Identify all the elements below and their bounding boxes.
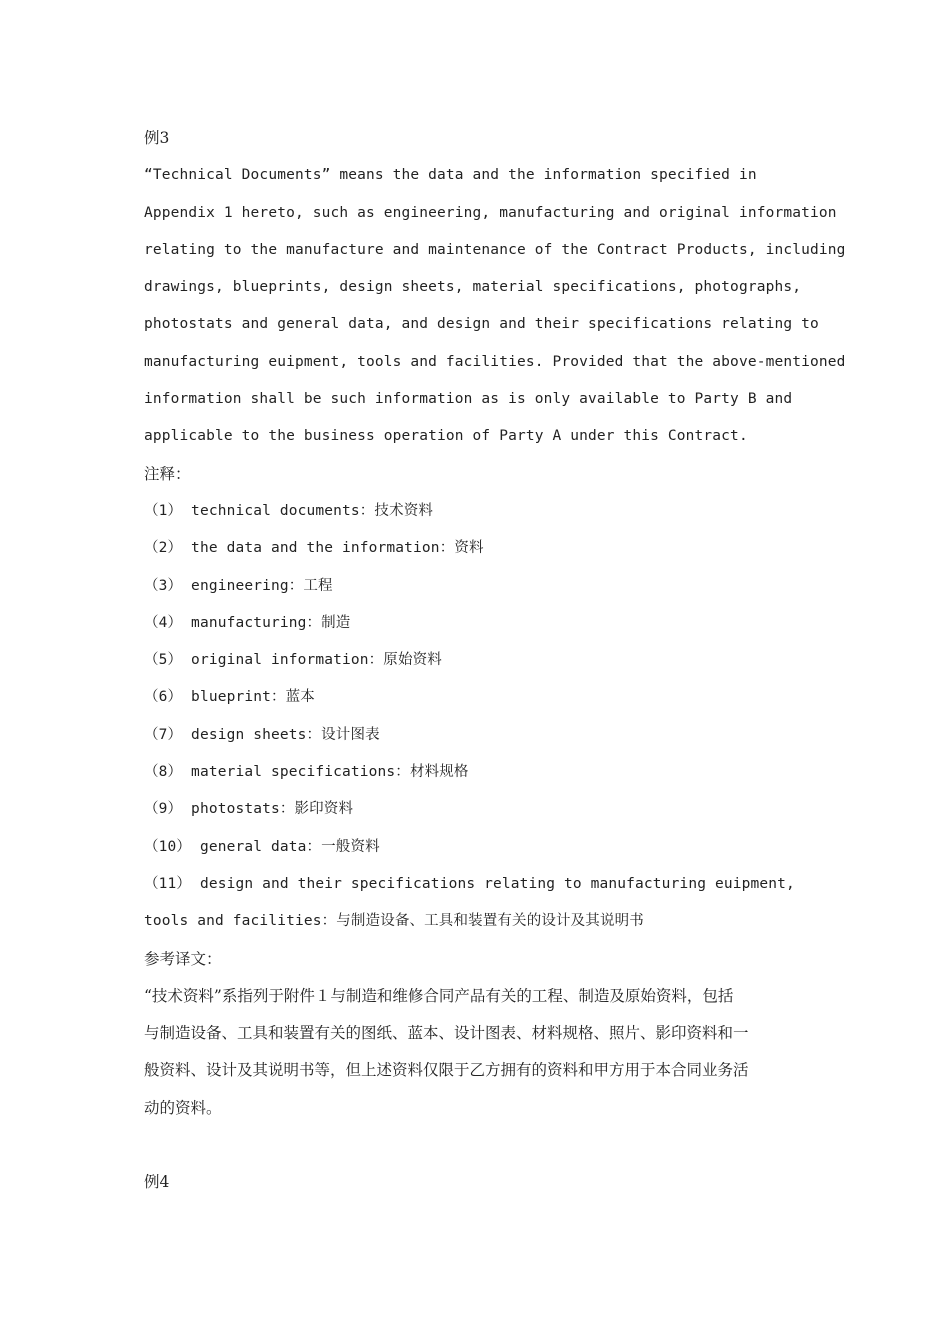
paragraph-line: relating to the manufacture and maintenance of the Contract Products, including [144,241,846,258]
paragraph-line: photostats and general data, and design and their specifications relating to [144,316,819,333]
note-item-continuation: tools and facilities：与制造设备、工具和装置有关的设计及其说明书 [144,913,644,930]
paragraph-line: drawings, blueprints, design sheets, material specifications, photographs, [144,279,802,296]
translation-line: 动的资料。 [144,1098,222,1117]
note-item: （2） the data and the information：资料 [144,540,484,557]
example-3-source-paragraph [144,157,846,455]
translation-paragraph [144,978,824,1127]
document-page [144,120,846,1202]
translation-line: 与制造设备、工具和装置有关的图纸、蓝本、设计图表、材料规格、照片、影印资料和一 [144,1024,749,1043]
note-item: （6） blueprint：蓝本 [144,689,315,706]
note-item: （8） material specifications：材料规格 [144,764,469,781]
example-4-heading: 例4 [144,1173,170,1192]
section-spacer [144,1127,824,1164]
translation-heading: 参考译文： [144,949,222,968]
paragraph-line: information shall be such information as is only available to Party B and [144,391,793,408]
translation-line: “技术资料”系指列于附件１与制造和维修合同产品有关的工程、制造及原始资料，包括 [144,986,734,1005]
example-3-heading: 例3 [144,129,170,147]
note-item: （9） photostats：影印资料 [144,801,354,818]
note-item: （10） general data：一般资料 [144,838,380,855]
paragraph-line: applicable to the business operation of Party A under this Contract. [144,428,748,445]
paragraph-line: “Technical Documents” means the data and the information specified in [144,167,757,184]
translation-line: 般资料、设计及其说明书等，但上述资料仅限于乙方拥有的资料和甲方用于本合同业务活 [144,1061,749,1080]
note-item: （4） manufacturing：制造 [144,614,351,631]
note-item: （7） design sheets：设计图表 [144,726,380,743]
note-item: （1） technical documents：技术资料 [144,502,434,519]
paragraph-line: Appendix 1 hereto, such as engineering, manufacturing and original information [144,204,837,221]
note-item: （11） design and their specifications relating to manufacturing euipment, [144,875,795,892]
note-item: （3） engineering：工程 [144,577,333,594]
paragraph-line: manufacturing euipment, tools and facilities. Provided that the above-mentioned [144,353,846,370]
note-item: （5） original information：原始资料 [144,652,442,669]
notes-heading: 注释： [144,464,191,483]
notes-list [144,493,824,941]
